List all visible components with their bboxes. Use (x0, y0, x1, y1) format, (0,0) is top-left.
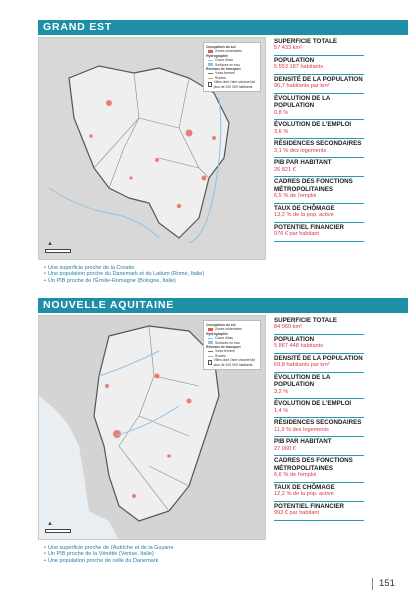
stat-item (274, 483, 364, 502)
stat-item (274, 223, 364, 242)
stat-value: 96,7 habitants par km² (274, 83, 330, 90)
stat-label: POTENTIEL FINANCIER (274, 502, 345, 510)
legend-item: Villes dont l'aire urbaine fait plus de 100 000 habitants (213, 80, 255, 89)
stat-label: TAUX DE CHÔMAGE (274, 483, 335, 491)
stats-panel (274, 316, 364, 521)
stat-value: 976 € par habitant (274, 231, 320, 238)
list-item: • Une superficie proche de l'Autriche et de la Guyane (44, 545, 173, 551)
stat-label: RÉSIDENCES SECONDAIRES (274, 140, 362, 148)
stat-item (274, 177, 364, 203)
stat-item (274, 120, 364, 139)
list-item: • Un PIB proche de la Vénétie (Venise, Italie) (44, 551, 173, 557)
stat-value: 6,5 % de l'emploi (274, 193, 317, 200)
stat-value: 3,1 % des logements (274, 147, 327, 154)
stat-label: DENSITÉ DE LA POPULATION (274, 76, 363, 83)
legend-heading: Réseaux de transport (206, 345, 241, 350)
stat-label: CADRES DES FONCTIONS MÉTROPOLITAINES (274, 178, 353, 193)
stat-value: 84 060 km² (274, 324, 302, 331)
scale-bar (45, 529, 71, 533)
stat-label: DENSITÉ DE LA POPULATION (274, 355, 363, 362)
city-swatch (208, 82, 212, 87)
stat-label: TAUX DE CHÔMAGE (274, 204, 335, 212)
stat-item (274, 354, 364, 373)
stat-value: 6,6 % de l'emploi (274, 472, 317, 479)
rail-swatch (208, 351, 213, 352)
stat-label: POPULATION (274, 336, 315, 343)
legend-item: Cours d'eau (215, 336, 234, 341)
legend-item: Routes (215, 75, 226, 80)
comparison-list (44, 265, 204, 284)
stat-item (274, 335, 364, 354)
section-title: GRAND EST (43, 21, 113, 33)
stat-item (274, 437, 364, 456)
legend-item: Routes (215, 353, 226, 358)
stat-label: ÉVOLUTION DE L'EMPLOI (274, 400, 352, 408)
stat-label: PIB PAR HABITANT (274, 438, 332, 446)
legend-item: Voies ferrées (215, 71, 235, 76)
stat-item (274, 399, 364, 418)
water-swatch (208, 63, 213, 66)
stat-item (274, 502, 364, 521)
legend-item: Villes dont l'aire urbaine fait plus de 100 000 habitants (213, 358, 255, 367)
stat-value: 12,2 % de la pop. active (274, 491, 334, 498)
stat-value: 0,8 % (274, 109, 289, 116)
stat-item (274, 158, 364, 177)
stat-label: ÉVOLUTION DE L'EMPLOI (274, 121, 352, 129)
list-item: • Une population proche de celle du Danemark (44, 558, 173, 564)
legend-item: Zones urbanisées (215, 49, 242, 54)
stat-label: CADRES DES FONCTIONS MÉTROPOLITAINES (274, 457, 353, 472)
stat-value: 11,9 % des logements (274, 426, 329, 433)
scale-bar (45, 249, 71, 253)
stat-item (274, 75, 364, 94)
urban-swatch (208, 328, 213, 331)
road-swatch (208, 356, 213, 357)
river-swatch (208, 60, 213, 61)
legend-heading: Hydrographie (206, 331, 229, 336)
list-item: • Une population proche du Danemark et du Latium (Rome, Italie) (44, 271, 204, 277)
stat-item (274, 94, 364, 120)
legend-item: Surfaces en eau (215, 62, 240, 67)
legend-heading: Occupation du sol (206, 45, 236, 49)
river-swatch (208, 338, 213, 339)
city-swatch (208, 360, 212, 365)
section-title: NOUVELLE AQUITAINE (43, 299, 175, 311)
north-arrow-icon: ▲ (47, 521, 53, 527)
stat-item (274, 139, 364, 158)
legend-item: Zones urbanisées (215, 327, 242, 332)
stat-value: 1,4 % (274, 407, 289, 414)
stat-item (274, 418, 364, 437)
map-legend (203, 320, 261, 370)
stat-item (274, 373, 364, 399)
map-legend (203, 42, 261, 92)
stat-value: 5 553 187 habitants (274, 64, 324, 71)
stat-item (274, 37, 364, 56)
page-number: 151 (372, 578, 395, 590)
region-map (38, 37, 266, 260)
legend-item: Surfaces en eau (215, 340, 240, 345)
comparison-list (44, 545, 173, 564)
stat-value: 13,2 % de la pop. active (274, 212, 334, 219)
north-arrow-icon: ▲ (47, 241, 53, 247)
stat-value: 5 867 448 habitants (274, 343, 324, 350)
stat-value: 27 060 € (274, 445, 296, 452)
water-swatch (208, 341, 213, 344)
stat-value: 69,8 habitants par km² (274, 362, 330, 369)
stat-value: 993 € par habitant (274, 510, 320, 517)
legend-item: Cours d'eau (215, 58, 234, 63)
urban-swatch (208, 50, 213, 53)
stat-item (274, 316, 364, 335)
stat-value: 26 821 € (274, 166, 296, 173)
stat-label: POTENTIEL FINANCIER (274, 223, 345, 231)
legend-heading: Hydrographie (206, 53, 229, 58)
stat-label: ÉVOLUTION DE LA POPULATION (274, 374, 331, 389)
stat-label: SUPERFICIE TOTALE (274, 38, 338, 45)
legend-heading: Occupation du sol (206, 323, 236, 327)
legend-item: Voies ferrées (215, 349, 235, 354)
list-item: • Un PIB proche de l'Émilie-Romagne (Bologne, Italie) (44, 278, 204, 284)
stat-value: 57 433 km² (274, 45, 302, 52)
section-banner (38, 20, 408, 35)
stat-label: PIB PAR HABITANT (274, 159, 332, 167)
stat-label: SUPERFICIE TOTALE (274, 317, 338, 324)
rail-swatch (208, 73, 213, 74)
region-map (38, 315, 266, 540)
list-item: • Une superficie proche de la Croatie (44, 265, 204, 271)
stat-item (274, 204, 364, 223)
stat-label: ÉVOLUTION DE LA POPULATION (274, 95, 331, 110)
stats-panel (274, 37, 364, 242)
stat-label: POPULATION (274, 57, 315, 64)
road-swatch (208, 78, 213, 79)
stat-label: RÉSIDENCES SECONDAIRES (274, 419, 362, 427)
stat-value: 3,2 % (274, 388, 289, 395)
legend-heading: Réseaux de transport (206, 67, 241, 72)
stat-item (274, 456, 364, 482)
section-banner (38, 298, 408, 313)
stat-item (274, 56, 364, 75)
stat-value: 3,6 % (274, 128, 289, 135)
